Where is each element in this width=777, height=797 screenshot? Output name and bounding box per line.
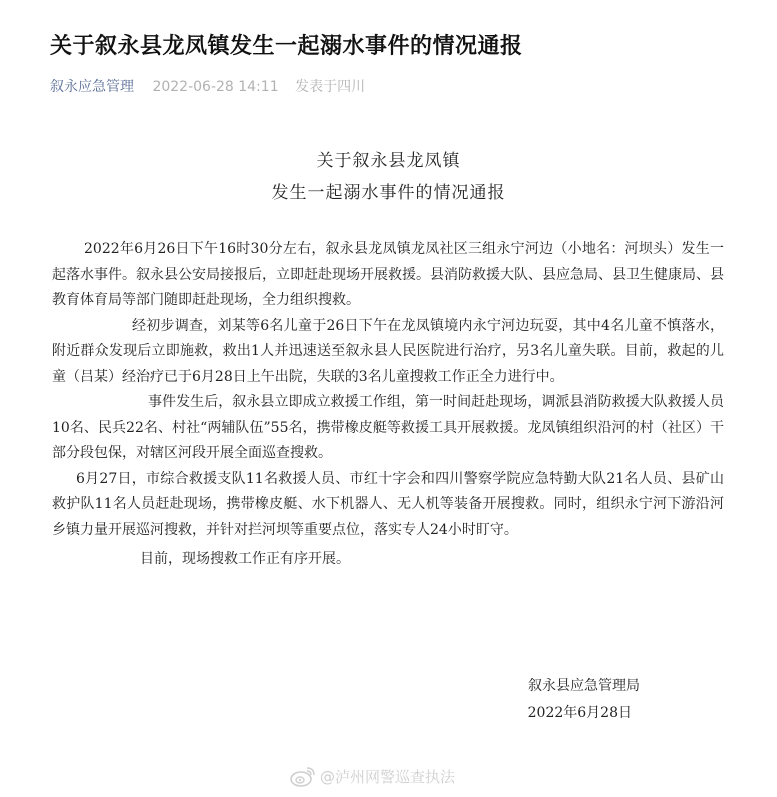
article-title: 关于叙永县龙凤镇发生一起溺水事件的情况通报 bbox=[50, 34, 523, 59]
watermark-text: @泸州网警巡查执法 bbox=[320, 767, 456, 786]
signature-organization: 叙永县应急管理局 bbox=[528, 678, 640, 694]
document-heading-line-2: 发生一起溺水事件的情况通报 bbox=[271, 183, 506, 203]
body-paragraph: 目前，现场搜救工作正有序开展。 bbox=[140, 551, 350, 567]
publish-datetime: 2022-06-28 14:11 bbox=[152, 79, 279, 95]
watermark bbox=[290, 762, 455, 790]
body-paragraph: 6月27日，市综合救援支队11名救援人员、市红十字会和四川警察学院应急特勤大队21名人员、县矿山救护队11名人员赶赴现场，携带橡皮艇、水下机器人、无人机等装备开展搜救。同时，组织永宁河下游沿河乡镇力量开展巡河搜救，并针对拦河坝等重要点位，落实专人24小时盯守。 bbox=[52, 470, 724, 538]
document-heading-line-1: 关于叙永县龙凤镇 bbox=[316, 151, 461, 171]
weibo-icon bbox=[290, 765, 316, 787]
document-body bbox=[52, 237, 724, 573]
account-link[interactable]: 叙永应急管理 bbox=[50, 79, 134, 95]
body-paragraph: 经初步调查，刘某等6名儿童于26日下午在龙凤镇境内永宁河边玩耍，其中4名儿童不慎落水，附近群众发现后立即施救，救出1人并迅速送至叙永县人民医院进行治疗，另3名儿童失联。目前，救起的儿童（吕某）经治疗已于6月28日上午出院，失联的3名儿童搜救工作正全力进行中。 bbox=[52, 317, 724, 385]
body-paragraph: 2022年6月26日下午16时30分左右，叙永县龙凤镇龙凤社区三组永宁河边（小地名：河坝头）发生一起落水事件。叙永县公安局接报后，立即赶赴现场开展救援。县消防救援大队、县应急局、县卫生健康局、县教育体育局等部门随即赶赴现场，全力组织搜救。 bbox=[52, 241, 724, 308]
publish-location: 发表于四川 bbox=[295, 79, 366, 95]
signature-date: 2022年6月28日 bbox=[527, 705, 632, 721]
body-paragraph: 事件发生后，叙永县立即成立救援工作组，第一时间赶赴现场，调派县消防救援大队救援人员10名、民兵22名、村社“两辅队伍”55名，携带橡皮艇等救援工具开展救援。龙凤镇组织沿河的村（社区）干部分段包保，对辖区河段开展全面巡查搜救。 bbox=[52, 394, 724, 461]
article-meta bbox=[50, 77, 365, 97]
